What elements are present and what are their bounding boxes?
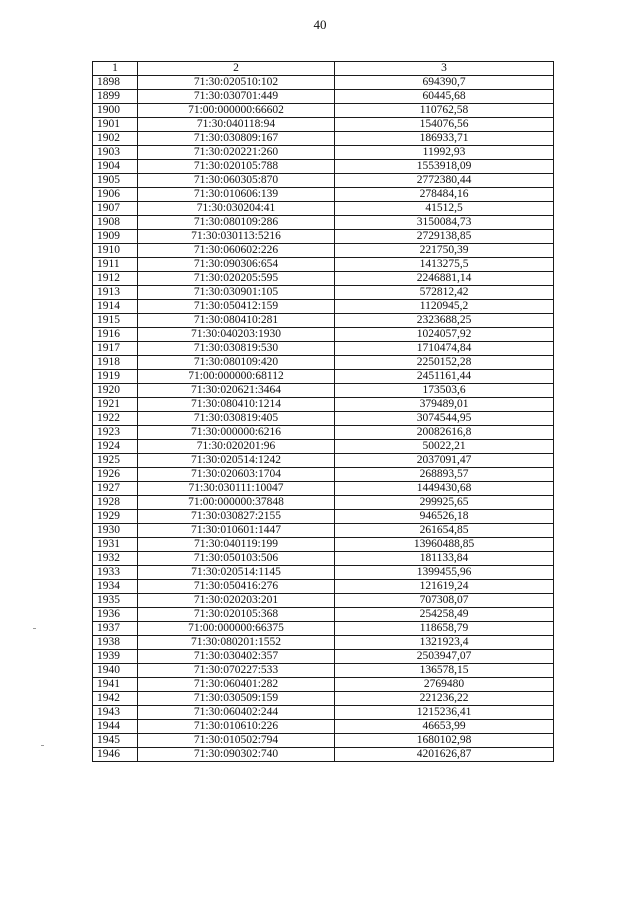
cadastral-number-cell: 71:30:020514:1242 [138,454,335,468]
table-row [93,76,554,90]
row-number-cell: 1925 [93,454,138,468]
table-row [93,314,554,328]
value-cell: 2250152,28 [335,356,554,370]
row-number-cell: 1942 [93,692,138,706]
table-row [93,342,554,356]
table-row [93,118,554,132]
cadastral-number-cell: 71:30:070227:533 [138,664,335,678]
table-row [93,272,554,286]
value-cell: 60445,68 [335,90,554,104]
table-row [93,132,554,146]
value-cell: 1399455,96 [335,566,554,580]
table-row [93,566,554,580]
value-cell: 1413275,5 [335,258,554,272]
value-cell: 1680102,98 [335,734,554,748]
row-number-cell: 1920 [93,384,138,398]
value-cell: 110762,58 [335,104,554,118]
cadastral-number-cell: 71:30:030509:159 [138,692,335,706]
row-number-cell: 1937 [93,622,138,636]
table-row [93,104,554,118]
table-row [93,216,554,230]
margin-mark [33,628,36,629]
row-number-cell: 1905 [93,174,138,188]
table-row [93,244,554,258]
cadastral-number-cell: 71:30:080410:1214 [138,398,335,412]
value-cell: 2037091,47 [335,454,554,468]
row-number-cell: 1903 [93,146,138,160]
value-cell: 1215236,41 [335,706,554,720]
row-number-cell: 1926 [93,468,138,482]
value-cell: 707308,07 [335,594,554,608]
value-cell: 41512,5 [335,202,554,216]
table-row [93,608,554,622]
value-cell: 154076,56 [335,118,554,132]
cadastral-number-cell: 71:30:060602:226 [138,244,335,258]
cadastral-number-cell: 71:30:090302:740 [138,748,335,762]
value-cell: 13960488,85 [335,538,554,552]
value-cell: 694390,7 [335,76,554,90]
row-number-cell: 1927 [93,482,138,496]
cadastral-number-cell: 71:30:030402:357 [138,650,335,664]
table-row [93,258,554,272]
cadastral-number-cell: 71:30:020205:595 [138,272,335,286]
value-cell: 2729138,85 [335,230,554,244]
page-number: 40 [313,17,327,32]
row-number-cell: 1924 [93,440,138,454]
cadastral-number-cell: 71:30:060401:282 [138,678,335,692]
row-number-cell: 1904 [93,160,138,174]
row-number-cell: 1913 [93,286,138,300]
row-number-cell: 1910 [93,244,138,258]
value-cell: 1553918,09 [335,160,554,174]
cadastral-number-cell: 71:30:080410:281 [138,314,335,328]
cadastral-number-cell: 71:00:000000:37848 [138,496,335,510]
cadastral-number-cell: 71:30:020221:260 [138,146,335,160]
cadastral-number-cell: 71:30:050416:276 [138,580,335,594]
cadastral-number-cell: 71:30:030809:167 [138,132,335,146]
table-row [93,384,554,398]
cadastral-number-cell: 71:30:040118:94 [138,118,335,132]
table-row [93,594,554,608]
row-number-cell: 1928 [93,496,138,510]
table-row [93,174,554,188]
cadastral-number-cell: 71:30:080109:420 [138,356,335,370]
value-cell: 1024057,92 [335,328,554,342]
value-cell: 181133,84 [335,552,554,566]
value-cell: 1321923,4 [335,636,554,650]
cadastral-number-cell: 71:30:030111:10047 [138,482,335,496]
table-row [93,160,554,174]
table-row [93,202,554,216]
value-cell: 572812,42 [335,286,554,300]
row-number-cell: 1900 [93,104,138,118]
row-number-cell: 1918 [93,356,138,370]
cadastral-number-cell: 71:30:030204:41 [138,202,335,216]
value-cell: 2323688,25 [335,314,554,328]
cadastral-number-cell: 71:30:020514:1145 [138,566,335,580]
table-row [93,230,554,244]
table-row [93,90,554,104]
row-number-cell: 1941 [93,678,138,692]
cadastral-number-cell: 71:30:000000:6216 [138,426,335,440]
table-row [93,706,554,720]
table-row [93,692,554,706]
row-number-cell: 1944 [93,720,138,734]
row-number-cell: 1901 [93,118,138,132]
value-cell: 46653,99 [335,720,554,734]
value-cell: 2769480 [335,678,554,692]
table-row [93,412,554,426]
cadastral-number-cell: 71:30:050412:159 [138,300,335,314]
table-body [93,76,554,762]
row-number-cell: 1907 [93,202,138,216]
row-number-cell: 1898 [93,76,138,90]
table-header [93,62,554,76]
table-row [93,552,554,566]
row-number-cell: 1938 [93,636,138,650]
value-cell: 1449430,68 [335,482,554,496]
value-cell: 268893,57 [335,468,554,482]
cadastral-number-cell: 71:30:030701:449 [138,90,335,104]
cadastral-number-cell: 71:00:000000:68112 [138,370,335,384]
value-cell: 2772380,44 [335,174,554,188]
cadastral-number-cell: 71:30:010601:1447 [138,524,335,538]
table-row [93,398,554,412]
cadastral-number-cell: 71:30:090306:654 [138,258,335,272]
row-number-cell: 1908 [93,216,138,230]
cadastral-number-cell: 71:30:020603:1704 [138,468,335,482]
table-row [93,636,554,650]
cadastral-number-cell: 71:30:040203:1930 [138,328,335,342]
row-number-cell: 1915 [93,314,138,328]
table-row [93,496,554,510]
row-number-cell: 1934 [93,580,138,594]
value-cell: 221236,22 [335,692,554,706]
row-number-cell: 1923 [93,426,138,440]
value-cell: 261654,85 [335,524,554,538]
row-number-cell: 1945 [93,734,138,748]
header-col-2: 2 [138,62,335,76]
row-number-cell: 1912 [93,272,138,286]
table-row [93,146,554,160]
value-cell: 3150084,73 [335,216,554,230]
cadastral-number-cell: 71:30:020203:201 [138,594,335,608]
row-number-cell: 1916 [93,328,138,342]
cadastral-number-cell: 71:30:030819:530 [138,342,335,356]
table-row [93,580,554,594]
value-cell: 136578,15 [335,664,554,678]
row-number-cell: 1909 [93,230,138,244]
header-col-1: 1 [93,62,138,76]
value-cell: 50022,21 [335,440,554,454]
cadastral-number-cell: 71:30:010606:139 [138,188,335,202]
row-number-cell: 1932 [93,552,138,566]
cadastral-number-cell: 71:00:000000:66375 [138,622,335,636]
table-row [93,440,554,454]
cadastral-number-cell: 71:30:030827:2155 [138,510,335,524]
value-cell: 118658,79 [335,622,554,636]
row-number-cell: 1914 [93,300,138,314]
cadastral-number-cell: 71:30:050103:506 [138,552,335,566]
table-row [93,538,554,552]
table-row [93,300,554,314]
row-number-cell: 1929 [93,510,138,524]
header-row [93,62,554,76]
table-row [93,524,554,538]
cadastral-number-cell: 71:30:060402:244 [138,706,335,720]
cadastral-number-cell: 71:30:030901:105 [138,286,335,300]
table-row [93,664,554,678]
row-number-cell: 1946 [93,748,138,762]
cadastral-number-cell: 71:00:000000:66602 [138,104,335,118]
table-row [93,328,554,342]
table-row [93,650,554,664]
table-row [93,734,554,748]
row-number-cell: 1940 [93,664,138,678]
table-row [93,188,554,202]
cadastral-number-cell: 71:30:020105:368 [138,608,335,622]
value-cell: 278484,16 [335,188,554,202]
row-number-cell: 1933 [93,566,138,580]
value-cell: 186933,71 [335,132,554,146]
value-cell: 2246881,14 [335,272,554,286]
row-number-cell: 1921 [93,398,138,412]
cadastral-number-cell: 71:30:030113:5216 [138,230,335,244]
value-cell: 173503,6 [335,384,554,398]
row-number-cell: 1939 [93,650,138,664]
table-row [93,510,554,524]
table-row [93,426,554,440]
row-number-cell: 1931 [93,538,138,552]
row-number-cell: 1911 [93,258,138,272]
cadastral-number-cell: 71:30:040119:199 [138,538,335,552]
value-cell: 2451161,44 [335,370,554,384]
row-number-cell: 1930 [93,524,138,538]
value-cell: 4201626,87 [335,748,554,762]
row-number-cell: 1902 [93,132,138,146]
value-cell: 379489,01 [335,398,554,412]
value-cell: 299925,65 [335,496,554,510]
cadastral-number-cell: 71:30:010502:794 [138,734,335,748]
table-row [93,370,554,384]
table-row [93,622,554,636]
row-number-cell: 1919 [93,370,138,384]
cadastral-number-cell: 71:30:020105:788 [138,160,335,174]
row-number-cell: 1899 [93,90,138,104]
table-row [93,482,554,496]
table-row [93,356,554,370]
value-cell: 20082616,8 [335,426,554,440]
cadastral-number-cell: 71:30:080201:1552 [138,636,335,650]
value-cell: 221750,39 [335,244,554,258]
value-cell: 946526,18 [335,510,554,524]
row-number-cell: 1935 [93,594,138,608]
land-plots-table [92,61,554,762]
cadastral-number-cell: 71:30:010610:226 [138,720,335,734]
value-cell: 1120945,2 [335,300,554,314]
cadastral-number-cell: 71:30:060305:870 [138,174,335,188]
row-number-cell: 1936 [93,608,138,622]
cadastral-number-cell: 71:30:020510:102 [138,76,335,90]
row-number-cell: 1906 [93,188,138,202]
row-number-cell: 1943 [93,706,138,720]
table-row [93,720,554,734]
row-number-cell: 1917 [93,342,138,356]
table-row [93,748,554,762]
cadastral-number-cell: 71:30:080109:286 [138,216,335,230]
value-cell: 254258,49 [335,608,554,622]
row-number-cell: 1922 [93,412,138,426]
table-row [93,454,554,468]
margin-mark [41,745,44,746]
header-col-3: 3 [335,62,554,76]
cadastral-number-cell: 71:30:020201:96 [138,440,335,454]
value-cell: 11992,93 [335,146,554,160]
cadastral-number-cell: 71:30:020621:3464 [138,384,335,398]
value-cell: 1710474,84 [335,342,554,356]
value-cell: 121619,24 [335,580,554,594]
table-row [93,468,554,482]
cadastral-number-cell: 71:30:030819:405 [138,412,335,426]
table-row [93,678,554,692]
value-cell: 3074544,95 [335,412,554,426]
value-cell: 2503947,07 [335,650,554,664]
table-row [93,286,554,300]
